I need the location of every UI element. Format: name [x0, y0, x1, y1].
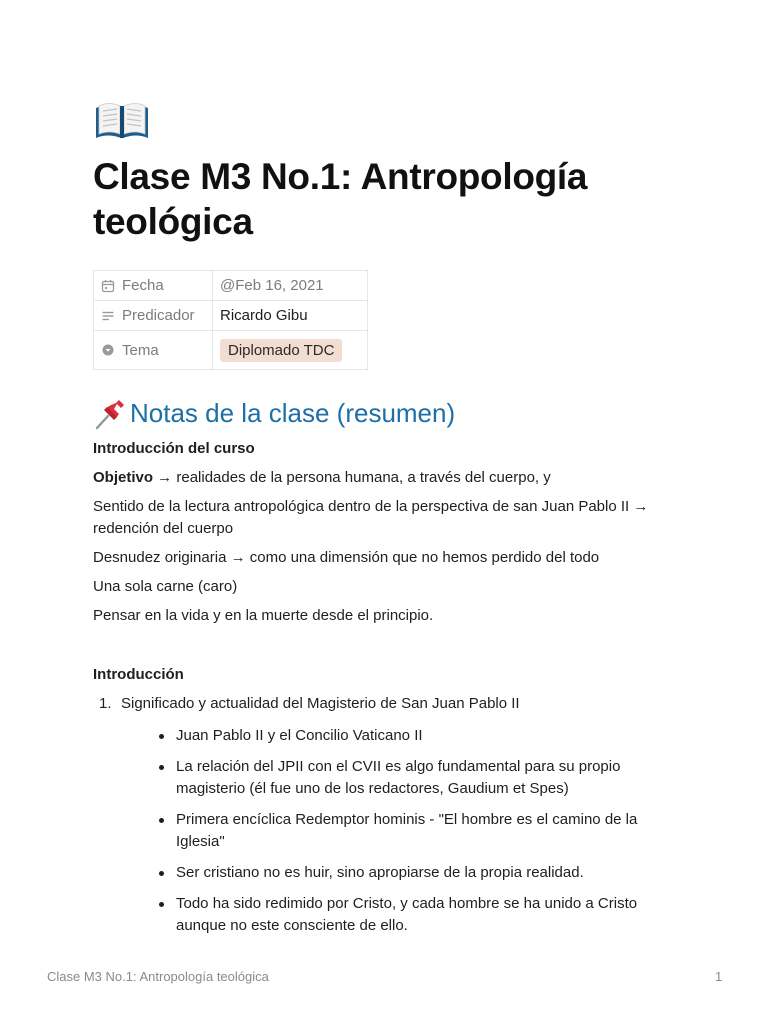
bullet-list [121, 725, 683, 937]
property-row-fecha [94, 271, 368, 301]
bullet-dot [159, 902, 164, 907]
property-value-tema[interactable] [213, 331, 368, 370]
select-circle-icon [101, 343, 115, 357]
property-row-tema [94, 331, 368, 370]
bullet-dot [159, 818, 164, 823]
property-row-predicador [94, 301, 368, 331]
numbered-list [93, 693, 683, 946]
objetivo-text: → realidades de la persona humana, a través del cuerpo, y [153, 469, 551, 486]
footer-page-number: 1 [715, 969, 723, 984]
bullet-item [121, 893, 683, 937]
bullet-text: Juan Pablo II y el Concilio Vaticano II [176, 727, 423, 744]
numbered-list-item [93, 693, 683, 937]
bullet-item [121, 862, 683, 884]
paragraph: Una sola carne (caro) [93, 578, 238, 595]
bullet-text: Todo ha sido redimido por Cristo, y cada hombre se ha unido a Cristo aunque no este consciente de ello. [176, 895, 638, 934]
bullet-dot [159, 765, 164, 770]
bullet-item [121, 809, 683, 853]
property-value-date[interactable]: @Feb 16, 2021 [213, 271, 368, 301]
page-title: Clase M3 No.1: Antropología teológica [93, 156, 588, 242]
intro-course-title: Introducción del curso [93, 440, 255, 457]
list-number: 1. [99, 695, 112, 712]
property-label: Fecha [122, 277, 164, 294]
text-lines-icon [101, 309, 115, 323]
property-key-tema [94, 331, 213, 370]
property-value-predicador[interactable]: Ricardo Gibu [213, 301, 368, 331]
paragraph: Desnudez originaria → como una dimensión que no hemos perdido del todo [93, 549, 600, 566]
pushpin-icon [93, 395, 129, 431]
property-key-fecha [94, 271, 213, 301]
bullet-dot [159, 734, 164, 739]
footer-title: Clase M3 No.1: Antropología teológica [47, 969, 269, 984]
objetivo-paragraph [93, 467, 683, 489]
section-heading [93, 393, 455, 433]
property-key-predicador [94, 301, 213, 331]
bullet-item [121, 725, 683, 747]
bullet-text: Ser cristiano no es huir, sino apropiarse de la propia realidad. [176, 864, 584, 881]
list-item-text: Significado y actualidad del Magisterio de San Juan Pablo II [121, 695, 520, 712]
paragraph: Pensar en la vida y en la muerte desde el principio. [93, 607, 434, 624]
bullet-dot [159, 871, 164, 876]
section-heading-text: Notas de la clase (resumen) [130, 398, 456, 428]
bullet-text: La relación del JPII con el CVII es algo fundamental para su propio magisterio (él fue uno de los redactores, Gaudium et Spes) [176, 758, 621, 797]
calendar-icon [101, 279, 115, 293]
open-book-icon [93, 100, 151, 140]
tag-diplomado[interactable]: Diplomado TDC [220, 339, 342, 362]
paragraph: Sentido de la lectura antropológica dentro de la perspectiva de san Juan Pablo II → redención del cuerpo [93, 498, 649, 537]
properties-table [93, 270, 368, 370]
property-label: Predicador [122, 307, 195, 324]
introduccion-title: Introducción [93, 666, 184, 683]
bullet-item [121, 756, 683, 800]
property-label: Tema [122, 341, 159, 359]
objetivo-label: Objetivo [93, 469, 154, 486]
bullet-text: Primera encíclica Redemptor hominis - "El hombre es el camino de la Iglesia" [176, 811, 638, 850]
